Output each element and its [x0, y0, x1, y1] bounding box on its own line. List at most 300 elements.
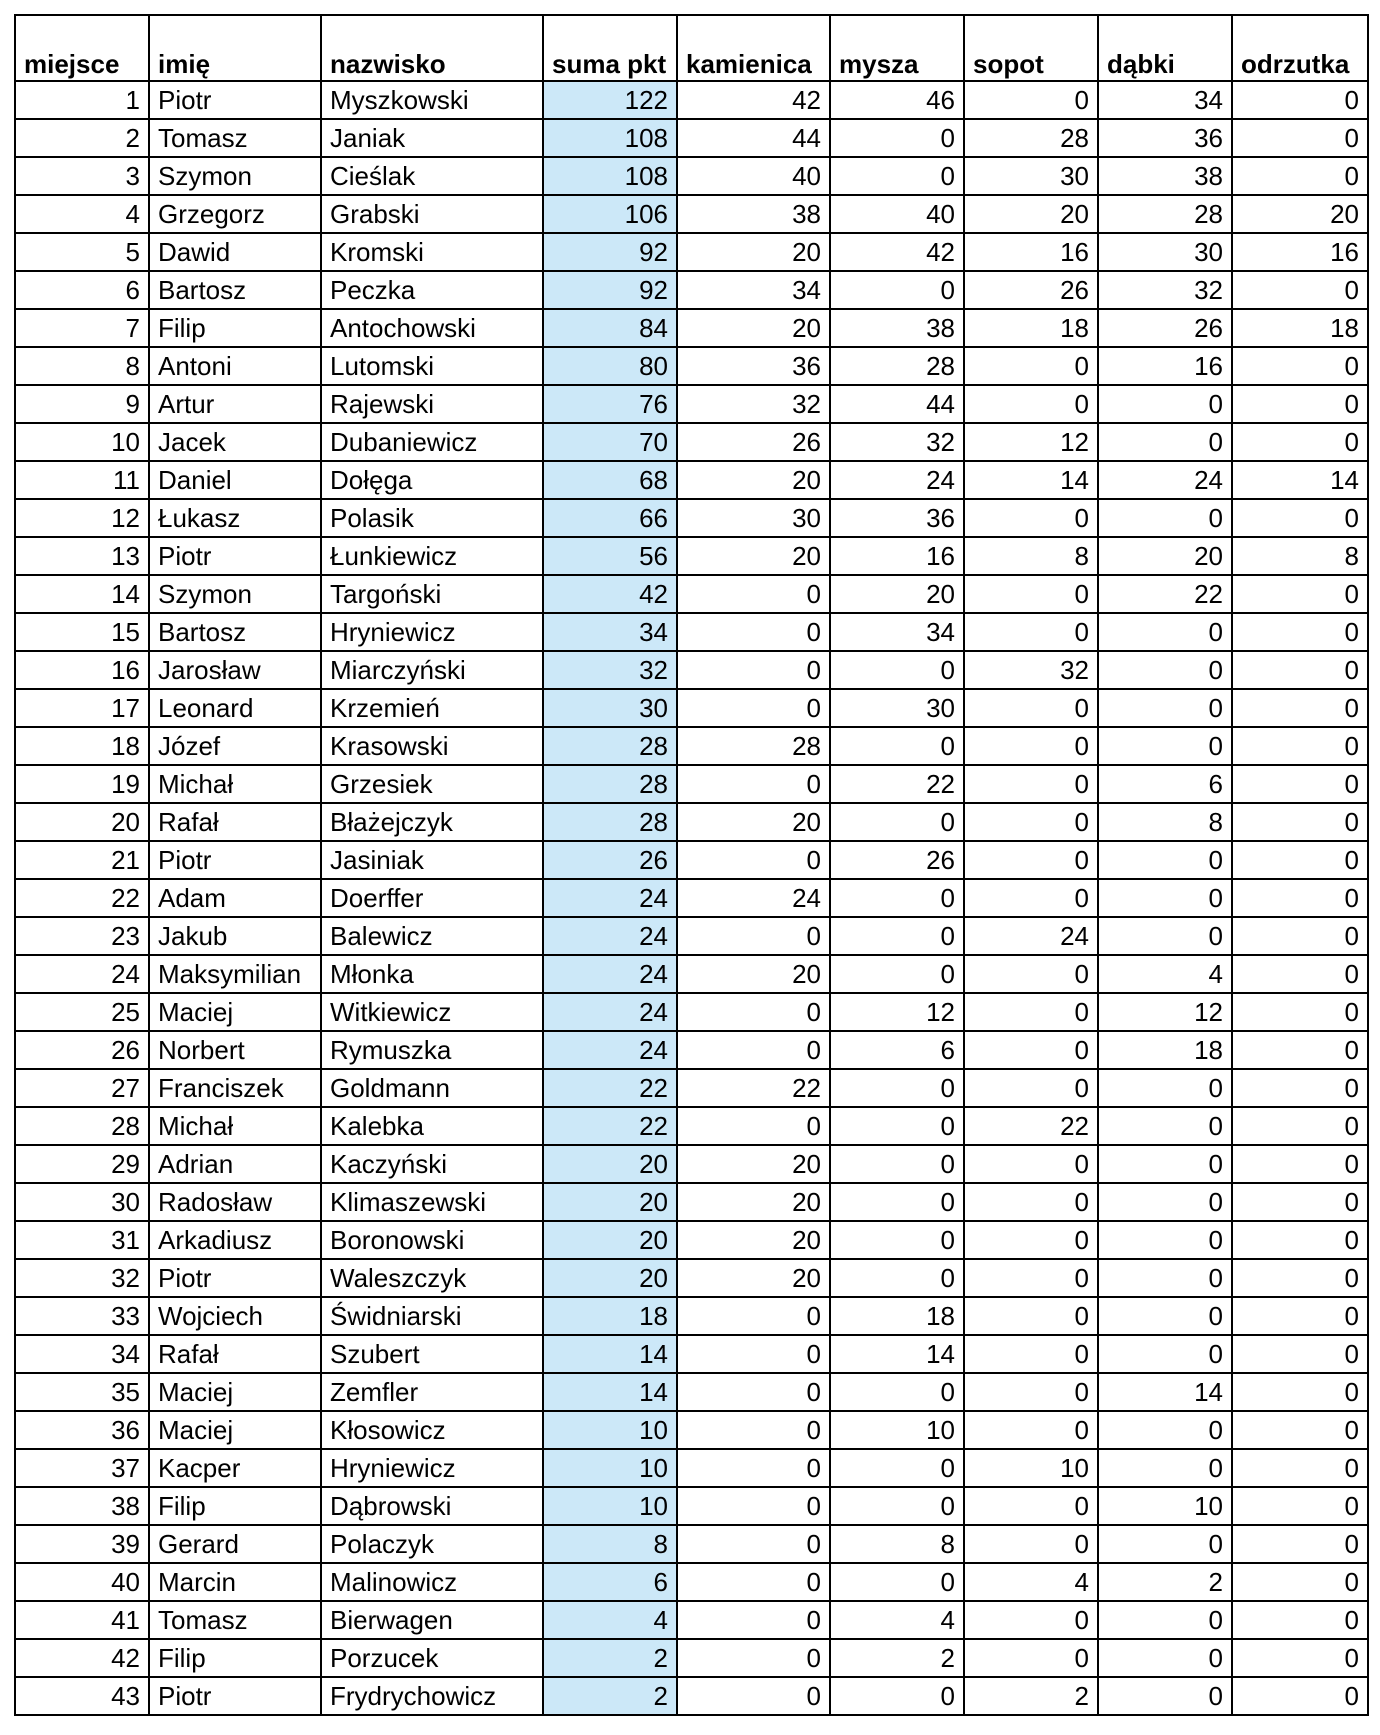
cell-mysza: 10 [830, 1411, 964, 1449]
table-row [15, 309, 1368, 347]
cell-imie: Radosław [149, 1183, 321, 1221]
cell-imie: Jarosław [149, 651, 321, 689]
table-header [15, 15, 1368, 81]
cell-imie: Michał [149, 1107, 321, 1145]
cell-suma-pkt: 10 [543, 1411, 677, 1449]
cell-kamienica: 20 [677, 955, 830, 993]
cell-suma-pkt: 108 [543, 157, 677, 195]
cell-mysza: 0 [830, 955, 964, 993]
cell-nazwisko: Dąbrowski [321, 1487, 543, 1525]
cell-imie: Bartosz [149, 613, 321, 651]
cell-mysza: 0 [830, 1183, 964, 1221]
cell-odrzutka: 0 [1232, 1221, 1368, 1259]
cell-kamienica: 42 [677, 81, 830, 119]
cell-mysza: 8 [830, 1525, 964, 1563]
cell-dabki: 0 [1098, 727, 1232, 765]
cell-suma-pkt: 76 [543, 385, 677, 423]
cell-miejsce: 6 [15, 271, 149, 309]
cell-odrzutka: 0 [1232, 1183, 1368, 1221]
cell-sopot: 0 [964, 1259, 1098, 1297]
cell-nazwisko: Goldmann [321, 1069, 543, 1107]
cell-miejsce: 16 [15, 651, 149, 689]
cell-dabki: 0 [1098, 1411, 1232, 1449]
cell-sopot: 0 [964, 1373, 1098, 1411]
cell-imie: Piotr [149, 537, 321, 575]
cell-nazwisko: Krasowski [321, 727, 543, 765]
cell-kamienica: 0 [677, 1639, 830, 1677]
cell-nazwisko: Jasiniak [321, 841, 543, 879]
table-row [15, 1259, 1368, 1297]
table-row [15, 1297, 1368, 1335]
cell-kamienica: 0 [677, 1411, 830, 1449]
cell-mysza: 2 [830, 1639, 964, 1677]
cell-suma-pkt: 92 [543, 233, 677, 271]
cell-miejsce: 12 [15, 499, 149, 537]
cell-suma-pkt: 20 [543, 1221, 677, 1259]
cell-suma-pkt: 10 [543, 1487, 677, 1525]
cell-dabki: 0 [1098, 841, 1232, 879]
cell-mysza: 26 [830, 841, 964, 879]
cell-nazwisko: Frydrychowicz [321, 1677, 543, 1715]
cell-suma-pkt: 20 [543, 1259, 677, 1297]
cell-kamienica: 28 [677, 727, 830, 765]
cell-suma-pkt: 34 [543, 613, 677, 651]
cell-miejsce: 25 [15, 993, 149, 1031]
cell-dabki: 8 [1098, 803, 1232, 841]
cell-sopot: 0 [964, 879, 1098, 917]
cell-imie: Kacper [149, 1449, 321, 1487]
table-row [15, 423, 1368, 461]
cell-odrzutka: 0 [1232, 613, 1368, 651]
cell-sopot: 0 [964, 727, 1098, 765]
cell-nazwisko: Kalebka [321, 1107, 543, 1145]
cell-odrzutka: 0 [1232, 1563, 1368, 1601]
cell-dabki: 14 [1098, 1373, 1232, 1411]
cell-miejsce: 36 [15, 1411, 149, 1449]
cell-sopot: 0 [964, 1221, 1098, 1259]
cell-dabki: 0 [1098, 1297, 1232, 1335]
cell-nazwisko: Klimaszewski [321, 1183, 543, 1221]
cell-nazwisko: Dubaniewicz [321, 423, 543, 461]
cell-nazwisko: Peczka [321, 271, 543, 309]
cell-mysza: 24 [830, 461, 964, 499]
cell-miejsce: 23 [15, 917, 149, 955]
cell-dabki: 0 [1098, 499, 1232, 537]
cell-suma-pkt: 68 [543, 461, 677, 499]
cell-miejsce: 1 [15, 81, 149, 119]
cell-suma-pkt: 2 [543, 1639, 677, 1677]
table-row [15, 461, 1368, 499]
cell-imie: Maksymilian [149, 955, 321, 993]
cell-dabki: 10 [1098, 1487, 1232, 1525]
cell-imie: Jakub [149, 917, 321, 955]
cell-dabki: 0 [1098, 651, 1232, 689]
cell-nazwisko: Hryniewicz [321, 1449, 543, 1487]
cell-nazwisko: Szubert [321, 1335, 543, 1373]
cell-sopot: 2 [964, 1677, 1098, 1715]
table-row [15, 803, 1368, 841]
cell-kamienica: 0 [677, 1677, 830, 1715]
cell-odrzutka: 0 [1232, 1031, 1368, 1069]
cell-imie: Michał [149, 765, 321, 803]
cell-miejsce: 5 [15, 233, 149, 271]
cell-suma-pkt: 24 [543, 955, 677, 993]
cell-miejsce: 38 [15, 1487, 149, 1525]
cell-nazwisko: Grabski [321, 195, 543, 233]
cell-miejsce: 42 [15, 1639, 149, 1677]
table-row [15, 1449, 1368, 1487]
cell-kamienica: 0 [677, 841, 830, 879]
cell-nazwisko: Kromski [321, 233, 543, 271]
cell-dabki: 28 [1098, 195, 1232, 233]
cell-nazwisko: Cieślak [321, 157, 543, 195]
table-row [15, 993, 1368, 1031]
cell-kamienica: 0 [677, 1601, 830, 1639]
cell-suma-pkt: 28 [543, 803, 677, 841]
table-row [15, 689, 1368, 727]
cell-suma-pkt: 14 [543, 1373, 677, 1411]
cell-imie: Maciej [149, 993, 321, 1031]
cell-suma-pkt: 22 [543, 1069, 677, 1107]
cell-kamienica: 0 [677, 1297, 830, 1335]
cell-kamienica: 20 [677, 233, 830, 271]
cell-odrzutka: 0 [1232, 917, 1368, 955]
cell-miejsce: 18 [15, 727, 149, 765]
cell-suma-pkt: 24 [543, 993, 677, 1031]
cell-kamienica: 20 [677, 1145, 830, 1183]
cell-suma-pkt: 66 [543, 499, 677, 537]
cell-kamienica: 0 [677, 1107, 830, 1145]
cell-mysza: 30 [830, 689, 964, 727]
cell-sopot: 0 [964, 1639, 1098, 1677]
cell-nazwisko: Janiak [321, 119, 543, 157]
cell-imie: Tomasz [149, 1601, 321, 1639]
cell-imie: Filip [149, 1487, 321, 1525]
cell-kamienica: 0 [677, 1449, 830, 1487]
cell-miejsce: 30 [15, 1183, 149, 1221]
cell-sopot: 18 [964, 309, 1098, 347]
cell-imie: Rafał [149, 1335, 321, 1373]
cell-kamienica: 24 [677, 879, 830, 917]
cell-nazwisko: Bierwagen [321, 1601, 543, 1639]
cell-kamienica: 22 [677, 1069, 830, 1107]
cell-mysza: 0 [830, 1259, 964, 1297]
cell-sopot: 0 [964, 689, 1098, 727]
header-miejsce: miejsce [15, 15, 149, 81]
cell-dabki: 6 [1098, 765, 1232, 803]
cell-kamienica: 30 [677, 499, 830, 537]
cell-dabki: 0 [1098, 1525, 1232, 1563]
cell-odrzutka: 0 [1232, 1677, 1368, 1715]
header-row [15, 15, 1368, 81]
cell-sopot: 32 [964, 651, 1098, 689]
cell-kamienica: 0 [677, 1525, 830, 1563]
cell-suma-pkt: 122 [543, 81, 677, 119]
cell-sopot: 30 [964, 157, 1098, 195]
table-row [15, 1031, 1368, 1069]
cell-kamienica: 0 [677, 993, 830, 1031]
cell-dabki: 0 [1098, 1449, 1232, 1487]
table-row [15, 917, 1368, 955]
cell-miejsce: 24 [15, 955, 149, 993]
cell-miejsce: 28 [15, 1107, 149, 1145]
cell-miejsce: 11 [15, 461, 149, 499]
cell-imie: Bartosz [149, 271, 321, 309]
cell-miejsce: 41 [15, 1601, 149, 1639]
cell-odrzutka: 0 [1232, 1639, 1368, 1677]
cell-odrzutka: 0 [1232, 575, 1368, 613]
cell-mysza: 18 [830, 1297, 964, 1335]
table-row [15, 1677, 1368, 1715]
table-row [15, 499, 1368, 537]
cell-mysza: 0 [830, 1677, 964, 1715]
table-row [15, 1069, 1368, 1107]
table-row [15, 727, 1368, 765]
cell-miejsce: 20 [15, 803, 149, 841]
cell-sopot: 26 [964, 271, 1098, 309]
cell-dabki: 0 [1098, 1601, 1232, 1639]
cell-odrzutka: 0 [1232, 81, 1368, 119]
cell-sopot: 0 [964, 1601, 1098, 1639]
cell-sopot: 0 [964, 1335, 1098, 1373]
cell-miejsce: 7 [15, 309, 149, 347]
cell-nazwisko: Targoński [321, 575, 543, 613]
cell-suma-pkt: 32 [543, 651, 677, 689]
cell-mysza: 44 [830, 385, 964, 423]
cell-dabki: 26 [1098, 309, 1232, 347]
cell-miejsce: 2 [15, 119, 149, 157]
cell-kamienica: 36 [677, 347, 830, 385]
cell-nazwisko: Świdniarski [321, 1297, 543, 1335]
header-dabki: dąbki [1098, 15, 1232, 81]
cell-imie: Józef [149, 727, 321, 765]
cell-suma-pkt: 30 [543, 689, 677, 727]
cell-suma-pkt: 28 [543, 765, 677, 803]
cell-kamienica: 0 [677, 1031, 830, 1069]
cell-odrzutka: 8 [1232, 537, 1368, 575]
header-imie: imię [149, 15, 321, 81]
cell-nazwisko: Waleszczyk [321, 1259, 543, 1297]
cell-dabki: 0 [1098, 1259, 1232, 1297]
cell-sopot: 0 [964, 841, 1098, 879]
cell-odrzutka: 20 [1232, 195, 1368, 233]
cell-dabki: 4 [1098, 955, 1232, 993]
cell-mysza: 28 [830, 347, 964, 385]
cell-sopot: 0 [964, 613, 1098, 651]
cell-sopot: 4 [964, 1563, 1098, 1601]
cell-suma-pkt: 56 [543, 537, 677, 575]
cell-imie: Tomasz [149, 119, 321, 157]
cell-imie: Adam [149, 879, 321, 917]
cell-sopot: 28 [964, 119, 1098, 157]
cell-suma-pkt: 6 [543, 1563, 677, 1601]
table-row [15, 385, 1368, 423]
cell-dabki: 0 [1098, 689, 1232, 727]
cell-imie: Filip [149, 1639, 321, 1677]
cell-suma-pkt: 70 [543, 423, 677, 461]
cell-mysza: 0 [830, 1449, 964, 1487]
cell-suma-pkt: 20 [543, 1183, 677, 1221]
cell-mysza: 0 [830, 803, 964, 841]
cell-sopot: 0 [964, 993, 1098, 1031]
cell-odrzutka: 0 [1232, 423, 1368, 461]
cell-mysza: 20 [830, 575, 964, 613]
cell-sopot: 0 [964, 385, 1098, 423]
cell-miejsce: 37 [15, 1449, 149, 1487]
header-suma-pkt: suma pkt [543, 15, 677, 81]
header-nazwisko: nazwisko [321, 15, 543, 81]
table-row [15, 651, 1368, 689]
cell-odrzutka: 0 [1232, 1297, 1368, 1335]
cell-dabki: 0 [1098, 385, 1232, 423]
cell-kamienica: 0 [677, 651, 830, 689]
cell-kamienica: 0 [677, 765, 830, 803]
cell-odrzutka: 16 [1232, 233, 1368, 271]
cell-odrzutka: 0 [1232, 841, 1368, 879]
header-mysza: mysza [830, 15, 964, 81]
table-row [15, 1335, 1368, 1373]
table-row [15, 1183, 1368, 1221]
cell-mysza: 4 [830, 1601, 964, 1639]
table-row [15, 347, 1368, 385]
cell-odrzutka: 0 [1232, 689, 1368, 727]
cell-dabki: 36 [1098, 119, 1232, 157]
table-row [15, 1221, 1368, 1259]
cell-odrzutka: 14 [1232, 461, 1368, 499]
header-sopot: sopot [964, 15, 1098, 81]
cell-imie: Antoni [149, 347, 321, 385]
cell-miejsce: 19 [15, 765, 149, 803]
cell-dabki: 0 [1098, 1221, 1232, 1259]
cell-nazwisko: Myszkowski [321, 81, 543, 119]
header-kamienica: kamienica [677, 15, 830, 81]
cell-dabki: 22 [1098, 575, 1232, 613]
cell-sopot: 20 [964, 195, 1098, 233]
cell-imie: Dawid [149, 233, 321, 271]
table-row [15, 537, 1368, 575]
cell-odrzutka: 0 [1232, 765, 1368, 803]
cell-dabki: 0 [1098, 1069, 1232, 1107]
cell-mysza: 22 [830, 765, 964, 803]
cell-kamienica: 34 [677, 271, 830, 309]
table-body [15, 81, 1368, 1715]
cell-mysza: 14 [830, 1335, 964, 1373]
cell-dabki: 0 [1098, 1677, 1232, 1715]
cell-odrzutka: 0 [1232, 879, 1368, 917]
cell-suma-pkt: 24 [543, 1031, 677, 1069]
cell-odrzutka: 0 [1232, 993, 1368, 1031]
cell-odrzutka: 18 [1232, 309, 1368, 347]
cell-sopot: 24 [964, 917, 1098, 955]
cell-nazwisko: Grzesiek [321, 765, 543, 803]
cell-mysza: 40 [830, 195, 964, 233]
cell-kamienica: 0 [677, 575, 830, 613]
cell-nazwisko: Lutomski [321, 347, 543, 385]
cell-kamienica: 38 [677, 195, 830, 233]
cell-nazwisko: Błażejczyk [321, 803, 543, 841]
cell-mysza: 0 [830, 727, 964, 765]
cell-sopot: 10 [964, 1449, 1098, 1487]
cell-dabki: 18 [1098, 1031, 1232, 1069]
cell-sopot: 0 [964, 803, 1098, 841]
cell-kamienica: 26 [677, 423, 830, 461]
cell-sopot: 0 [964, 1183, 1098, 1221]
cell-odrzutka: 0 [1232, 955, 1368, 993]
cell-suma-pkt: 10 [543, 1449, 677, 1487]
cell-imie: Leonard [149, 689, 321, 727]
cell-mysza: 32 [830, 423, 964, 461]
cell-miejsce: 17 [15, 689, 149, 727]
cell-imie: Franciszek [149, 1069, 321, 1107]
table-row [15, 233, 1368, 271]
cell-mysza: 36 [830, 499, 964, 537]
cell-suma-pkt: 106 [543, 195, 677, 233]
cell-sopot: 0 [964, 1487, 1098, 1525]
cell-nazwisko: Miarczyński [321, 651, 543, 689]
cell-miejsce: 13 [15, 537, 149, 575]
cell-sopot: 0 [964, 1297, 1098, 1335]
cell-dabki: 38 [1098, 157, 1232, 195]
cell-odrzutka: 0 [1232, 385, 1368, 423]
cell-odrzutka: 0 [1232, 119, 1368, 157]
cell-imie: Piotr [149, 841, 321, 879]
cell-kamienica: 20 [677, 461, 830, 499]
cell-kamienica: 0 [677, 689, 830, 727]
cell-suma-pkt: 84 [543, 309, 677, 347]
cell-dabki: 0 [1098, 1639, 1232, 1677]
cell-mysza: 0 [830, 917, 964, 955]
cell-odrzutka: 0 [1232, 1145, 1368, 1183]
cell-dabki: 12 [1098, 993, 1232, 1031]
cell-nazwisko: Dołęga [321, 461, 543, 499]
cell-nazwisko: Kłosowicz [321, 1411, 543, 1449]
cell-sopot: 0 [964, 81, 1098, 119]
cell-imie: Norbert [149, 1031, 321, 1069]
cell-nazwisko: Boronowski [321, 1221, 543, 1259]
cell-miejsce: 35 [15, 1373, 149, 1411]
cell-imie: Grzegorz [149, 195, 321, 233]
cell-kamienica: 20 [677, 1259, 830, 1297]
cell-odrzutka: 0 [1232, 803, 1368, 841]
cell-dabki: 0 [1098, 1335, 1232, 1373]
cell-kamienica: 20 [677, 537, 830, 575]
cell-odrzutka: 0 [1232, 727, 1368, 765]
cell-kamienica: 20 [677, 1183, 830, 1221]
cell-dabki: 0 [1098, 917, 1232, 955]
table-row [15, 1563, 1368, 1601]
cell-mysza: 0 [830, 1221, 964, 1259]
table-row [15, 1601, 1368, 1639]
cell-miejsce: 33 [15, 1297, 149, 1335]
cell-suma-pkt: 24 [543, 917, 677, 955]
cell-nazwisko: Witkiewicz [321, 993, 543, 1031]
cell-mysza: 0 [830, 1069, 964, 1107]
cell-kamienica: 0 [677, 613, 830, 651]
cell-mysza: 12 [830, 993, 964, 1031]
cell-imie: Maciej [149, 1411, 321, 1449]
cell-mysza: 0 [830, 1107, 964, 1145]
cell-nazwisko: Antochowski [321, 309, 543, 347]
cell-mysza: 0 [830, 271, 964, 309]
table-row [15, 879, 1368, 917]
cell-odrzutka: 0 [1232, 1449, 1368, 1487]
cell-imie: Wojciech [149, 1297, 321, 1335]
cell-miejsce: 27 [15, 1069, 149, 1107]
cell-mysza: 34 [830, 613, 964, 651]
cell-nazwisko: Młonka [321, 955, 543, 993]
cell-kamienica: 0 [677, 1563, 830, 1601]
cell-kamienica: 20 [677, 309, 830, 347]
